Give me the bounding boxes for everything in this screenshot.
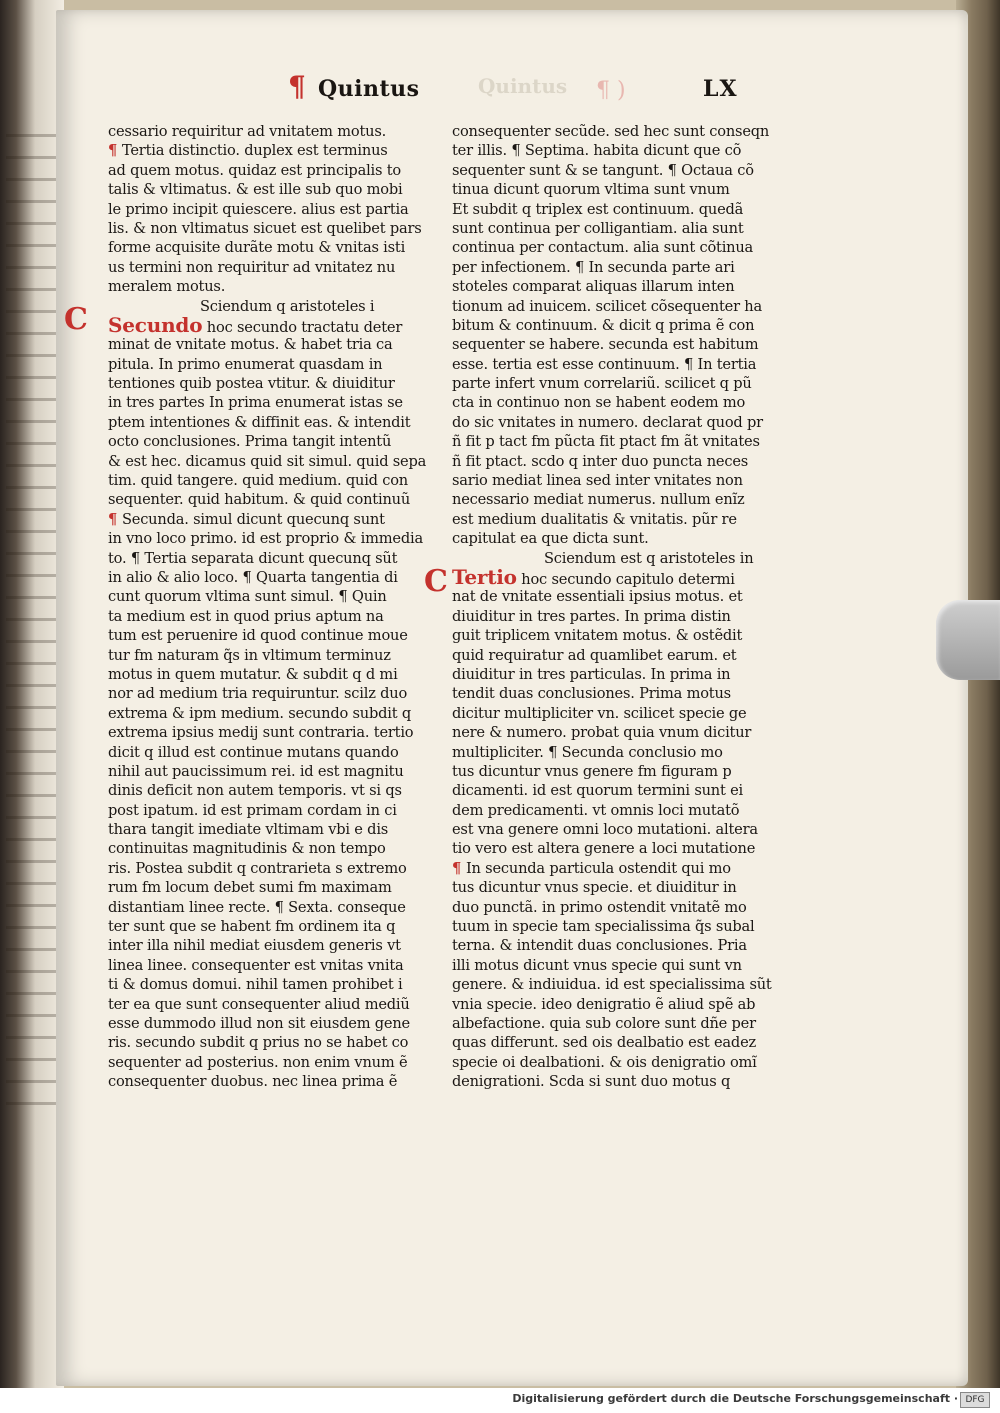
text-line: nor ad medium tria requiruntur. scilz duo bbox=[108, 685, 408, 703]
text-line: diuiditur in tres particulas. In prima in bbox=[452, 665, 731, 683]
text-line: vnia specie. ideo denigratio ẽ aliud spẽ ab bbox=[452, 995, 756, 1013]
text-line: sario mediat linea sed inter vnitates non bbox=[452, 472, 743, 490]
text-line: in alio & alio loco. ¶ Quarta tangentia di bbox=[108, 568, 398, 586]
text-line: in vno loco primo. id est proprio & immedia bbox=[108, 530, 423, 548]
text-line: talis & vltimatus. & est ille sub quo mobi bbox=[108, 181, 403, 199]
text-column-right bbox=[452, 122, 782, 1092]
text-line: parte infert vnum correlariũ. scilicet q pũ bbox=[452, 375, 752, 393]
text-line: sequenter. quid habitum. & quid continuũ bbox=[108, 491, 411, 509]
text-line: Secundo hoc secundo tractatu deter bbox=[108, 315, 403, 336]
text-line: inter illa nihil mediat eiusdem generis vt bbox=[108, 937, 401, 955]
text-line: consequenter secũde. sed hec sunt conseqn bbox=[452, 123, 770, 140]
text-line: specie oi dealbationi. & ois denigratio omĩ bbox=[452, 1053, 757, 1071]
text-line: tinua dicunt quorum vltima sunt vnum bbox=[452, 181, 730, 199]
text-line: us termini non requiritur ad vnitatez nu bbox=[108, 258, 396, 276]
text-line: tus dicuntur vnus genere fm figuram p bbox=[452, 762, 732, 780]
text-line: extrema ipsius medij sunt contraria. tertio bbox=[108, 724, 414, 742]
text-line: ti & domus domui. nihil tamen prohibet i bbox=[108, 976, 403, 994]
text-line: nere & numero. probat quia vnum dicitur bbox=[452, 724, 752, 742]
marginal-guide-letter-left: C bbox=[64, 302, 88, 337]
text-line: bitum & continuum. & dicit q prima ẽ con bbox=[452, 316, 755, 334]
text-line: thara tangit imediate vltimam vbi e dis bbox=[108, 821, 389, 839]
text-line: ¶ In secunda particula ostendit qui mo bbox=[452, 859, 731, 877]
text-line: duo punctã. in primo ostendit vnitatẽ mo bbox=[452, 898, 747, 916]
text-line: necessario mediat numerus. nullum enĩz bbox=[452, 491, 745, 509]
text-line: tim. quid tangere. quid medium. quid con bbox=[108, 472, 409, 490]
text-line: sequenter se habere. secunda est habitum bbox=[452, 336, 759, 354]
text-line: tentiones quib postea vtitur. & diuiditur bbox=[108, 375, 395, 393]
text-line: ter illis. ¶ Septima. habita dicunt que cõ bbox=[452, 142, 742, 160]
text-line: denigrationi. Scda si sunt duo motus q bbox=[452, 1073, 731, 1091]
text-line: octo conclusiones. Prima tangit intentũ bbox=[108, 433, 392, 451]
text-line: Sciendum est q aristoteles in bbox=[544, 549, 754, 567]
text-line: tur fm naturam q̃s in vltimum terminuz bbox=[108, 646, 391, 664]
page-clip bbox=[936, 600, 1000, 680]
text-column-left bbox=[108, 122, 438, 1092]
text-line: ¶ Secunda. simul dicunt quecunq sunt bbox=[108, 510, 385, 528]
text-line: rum fm locum debet sumi fm maximam bbox=[108, 879, 392, 897]
text-line: dicit q illud est continue mutans quando bbox=[108, 743, 399, 761]
text-line: quid requiratur ad quamlibet earum. et bbox=[452, 646, 737, 664]
folio-number: LX bbox=[703, 76, 738, 102]
text-line: meralem motus. bbox=[108, 278, 226, 296]
text-line: est medium dualitatis & vnitatis. pũr re bbox=[452, 510, 737, 528]
text-line: diuiditur in tres partes. In prima distin bbox=[452, 607, 731, 625]
bleed-through-rubric: ¶ ) bbox=[596, 78, 626, 103]
text-line: ¶ Tertia distinctio. duplex est terminus bbox=[108, 142, 388, 160]
marginal-guide-letter-right: C bbox=[424, 564, 448, 599]
text-line: ta medium est in quod prius aptum na bbox=[108, 607, 384, 625]
text-line: per infectionem. ¶ In secunda parte ari bbox=[452, 258, 735, 276]
text-line: nat de vnitate essentiali ipsius motus. et bbox=[452, 588, 743, 606]
text-line: ñ fit ptact. scdo q inter duo puncta neces bbox=[452, 452, 749, 470]
text-line: tio vero est altera genere a loci mutatione bbox=[452, 840, 756, 858]
text-line: Et subdit q triplex est continuum. quedã bbox=[452, 200, 744, 218]
text-line: tuum in specie tam specialissima q̃s subal bbox=[452, 918, 755, 936]
book-spine bbox=[0, 0, 64, 1388]
text-line: in tres partes In prima enumerat istas se bbox=[108, 394, 403, 412]
text-line: dicamenti. id est quorum termini sunt ei bbox=[452, 782, 744, 800]
text-line: cta in continuo non se habent eodem mo bbox=[452, 394, 746, 412]
text-line: ptem intentiones & diffinit eas. & intendit bbox=[108, 413, 411, 431]
text-line: genere. & indiuidua. id est specialissima sũt bbox=[452, 976, 772, 994]
text-line: esse. tertia est esse continuum. ¶ In tertia bbox=[452, 355, 757, 373]
facing-page-text-edge bbox=[6, 120, 56, 1120]
text-line: quas differunt. sed ois dealbatio est eadez bbox=[452, 1034, 757, 1052]
text-line: Tertio hoc secundo capitulo determi bbox=[452, 567, 735, 588]
text-line: continuitas magnitudinis & non tempo bbox=[108, 840, 386, 858]
text-line: multipliciter. ¶ Secunda conclusio mo bbox=[452, 743, 723, 761]
text-line: terna. & intendit duas conclusiones. Pria bbox=[452, 937, 747, 955]
text-line: Sciendum q aristoteles i bbox=[200, 297, 375, 315]
text-line: lis. & non vltimatus sicuet est quelibet pars bbox=[108, 219, 422, 237]
text-line: guit triplicem vnitatem motus. & ostẽdit bbox=[452, 627, 743, 645]
text-line: stoteles comparat aliquas illarum inten bbox=[452, 278, 735, 296]
text-line: tum est peruenire id quod continue moue bbox=[108, 627, 408, 645]
text-line: minat de vnitate motus. & habet tria ca bbox=[108, 336, 393, 354]
text-line: & est hec. dicamus quid sit simul. quid sepa bbox=[108, 452, 427, 470]
text-line: esse dummodo illud non sit eiusdem gene bbox=[108, 1014, 410, 1032]
running-head: Quintus bbox=[318, 76, 420, 102]
text-line: extrema & ipm medium. secundo subdit q bbox=[108, 704, 411, 722]
text-line: sequenter ad posterius. non enim vnum ẽ bbox=[108, 1053, 408, 1071]
text-line: post ipatum. id est primam cordam in ci bbox=[108, 801, 397, 819]
text-line: nihil aut paucissimum rei. id est magnitu bbox=[108, 762, 404, 780]
text-line: linea linee. consequenter est vnitas vnita bbox=[108, 956, 404, 974]
footer-credit: Digitalisierung gefördert durch die Deutsche Forschungsgemeinschaft · bbox=[512, 1392, 958, 1405]
text-line: distantiam linee recte. ¶ Sexta. conseque bbox=[108, 898, 406, 916]
text-line: dem predicamenti. vt omnis loci mutatõ bbox=[452, 801, 740, 819]
text-line: ter ea que sunt consequenter aliud mediũ bbox=[108, 995, 410, 1013]
text-line: sunt continua per colligantiam. alia sunt bbox=[452, 219, 744, 237]
text-line: cessario requiritur ad vnitatem motus. bbox=[108, 123, 387, 140]
text-line: to. ¶ Tertia separata dicunt quecunq sũt bbox=[108, 549, 398, 567]
text-line: illi motus dicunt vnus specie qui sunt vn bbox=[452, 956, 742, 974]
text-line: cunt quorum vltima sunt simul. ¶ Quin bbox=[108, 588, 387, 606]
text-line: capitulat ea que dicta sunt. bbox=[452, 530, 649, 548]
text-line: le primo incipit quiescere. alius est partia bbox=[108, 200, 409, 218]
text-line: ad quem motus. quidaz est principalis to bbox=[108, 161, 401, 179]
text-line: dinis deficit non autem temporis. vt si qs bbox=[108, 782, 402, 800]
text-line: forme acquisite durãte motu & vnitas isti bbox=[108, 239, 406, 257]
text-line: do sic vnitates in numero. declarat quod pr bbox=[452, 413, 763, 431]
text-line: ris. secundo subdit q prius no se habet co bbox=[108, 1034, 409, 1052]
dfg-logo: DFG bbox=[960, 1392, 990, 1408]
text-line: tendit duas conclusiones. Prima motus bbox=[452, 685, 731, 703]
text-line: tionum ad inuicem. scilicet cõsequenter ha bbox=[452, 297, 762, 315]
text-line: continua per contactum. alia sunt cõtinua bbox=[452, 239, 754, 257]
text-line: dicitur multipliciter vn. scilicet specie ge bbox=[452, 704, 747, 722]
text-line: sequenter sunt & se tangunt. ¶ Octaua cõ bbox=[452, 161, 754, 179]
text-line: ris. Postea subdit q contrarieta s extremo bbox=[108, 859, 407, 877]
text-line: tus dicuntur vnus specie. et diuiditur in bbox=[452, 879, 737, 897]
text-line: ter sunt que se habent fm ordinem ita q bbox=[108, 918, 396, 936]
text-line: motus in quem mutatur. & subdit q d mi bbox=[108, 665, 398, 683]
text-line: consequenter duobus. nec linea prima ẽ bbox=[108, 1073, 398, 1091]
bleed-through-text: Quintus bbox=[478, 74, 568, 98]
pilcrow-icon: ¶ bbox=[288, 70, 306, 103]
text-line: albefactione. quia sub colore sunt dñe per bbox=[452, 1014, 756, 1032]
text-line: ñ fit p tact fm pũcta fit ptact fm ãt vnitates bbox=[452, 433, 760, 451]
text-line: pitula. In primo enumerat quasdam in bbox=[108, 355, 383, 373]
text-line: est vna genere omni loco mutationi. altera bbox=[452, 821, 758, 839]
